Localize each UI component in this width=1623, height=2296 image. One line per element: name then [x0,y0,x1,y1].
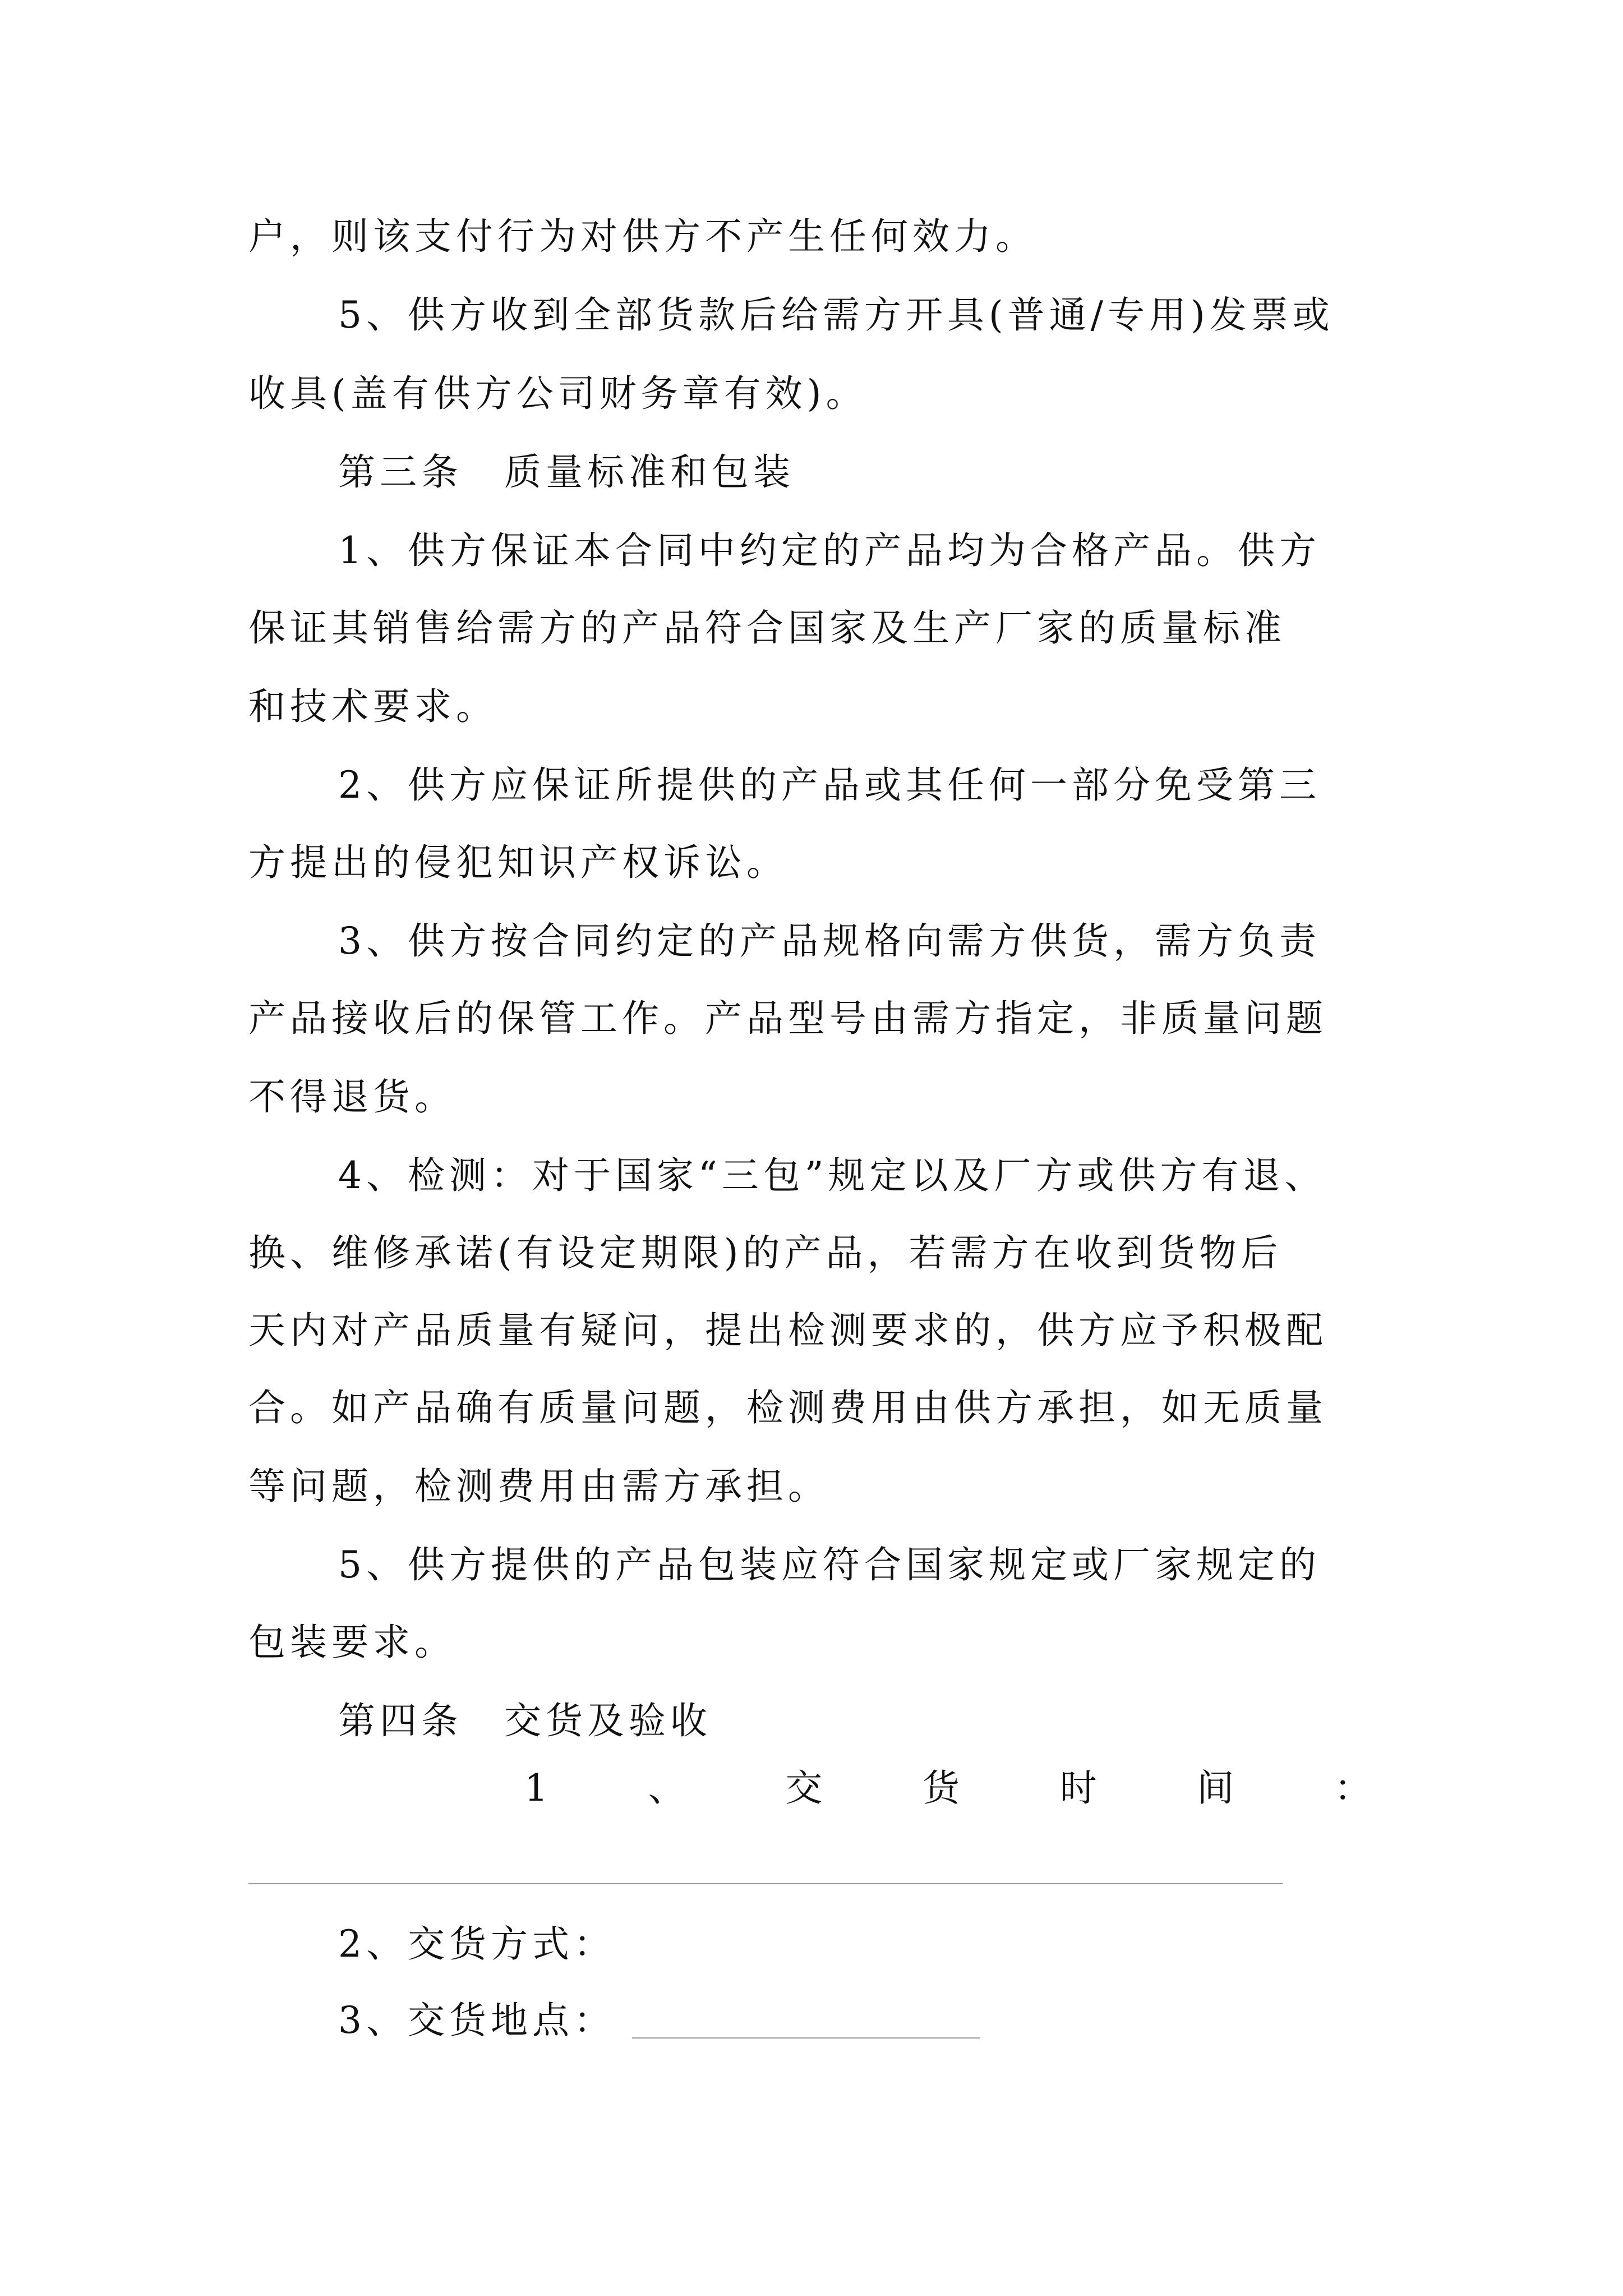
delivery-method-label: 2、交货方式： [338,1922,615,1966]
text-line: 不得退货。 [248,1075,456,1119]
delivery-time-char: 交 [785,1766,823,1810]
text-line: 方提出的侵犯知识产权诉讼。 [248,841,788,884]
delivery-time-char: 货 [922,1766,960,1810]
text-line: 产品接收后的保管工作。产品型号由需方指定，非质量问题 [248,997,1327,1040]
delivery-time-char: 1 [524,1766,548,1810]
text-line: 天内对产品质量有疑问，提出检测要求的，供方应予积极配 [248,1309,1327,1352]
fill-in-blank-line [632,2037,980,2039]
text-line: 包装要求。 [248,1621,456,1664]
delivery-time-char: 间 [1197,1766,1234,1810]
text-line: 保证其销售给需方的产品符合国家及生产厂家的质量标准 [248,606,1286,650]
text-line: 和技术要求。 [248,685,497,728]
delivery-place-line [338,1998,980,2043]
delivery-time-char: 、 [648,1766,685,1810]
text-line: 换、维修承诺(有设定期限)的产品，若需方在收到货物后 [248,1231,1283,1274]
text-line: 3、供方按合同约定的产品规格向需方供货，需方负责 [338,919,1321,963]
text-line: 5、供方提供的产品包装应符合国家规定或厂家规定的 [338,1543,1321,1586]
delivery-method-line [338,1922,615,1967]
section-heading: 第四条 交货及验收 [338,1699,712,1742]
fill-in-blank-line [248,1883,1283,1884]
text-line: 收具(盖有供方公司财务章有效)。 [248,372,868,415]
text-line: 4、检测：对于国家“三包”规定以及厂方或供方有退、 [338,1154,1326,1197]
section-heading: 第三条 质量标准和包装 [338,450,795,494]
text-line: 户，则该支付行为对供方不产生任何效力。 [248,215,1037,258]
text-line: 5、供方收到全部货款后给需方开具(普通/专用)发票或 [338,293,1334,337]
delivery-place-label: 3、交货地点： [338,1999,615,2042]
delivery-time-line [524,1766,1371,1811]
text-line: 合。如产品确有质量问题，检测费用由供方承担，如无质量 [248,1386,1327,1429]
text-line: 2、供方应保证所提供的产品或其任何一部分免受第三 [338,763,1321,807]
text-line: 1、供方保证本合同中约定的产品均为合格产品。供方 [338,529,1321,572]
delivery-time-char: 时 [1059,1766,1097,1810]
delivery-time-char: ： [1334,1766,1371,1810]
text-line: 等问题，检测费用由需方承担。 [248,1465,829,1508]
